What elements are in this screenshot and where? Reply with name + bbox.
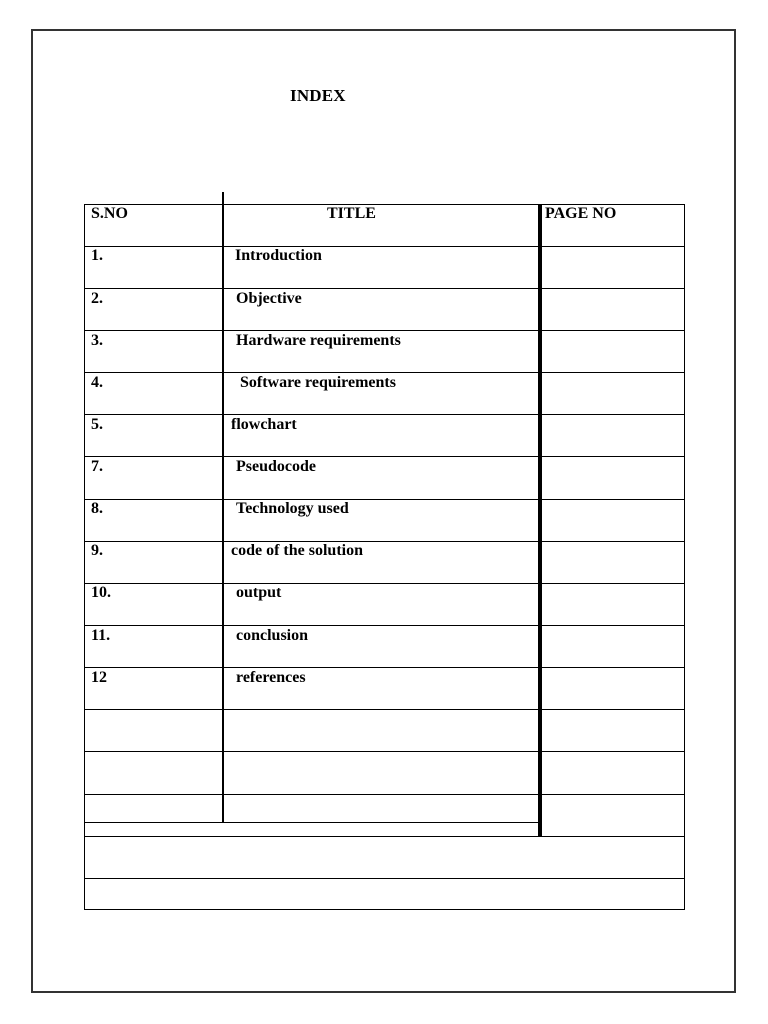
row-title: Technology used xyxy=(236,500,349,517)
row-title: Introduction xyxy=(235,247,322,264)
row-sno: 11. xyxy=(91,627,111,644)
row-divider xyxy=(84,751,685,752)
table-frame xyxy=(84,204,685,910)
row-title: flowchart xyxy=(231,416,297,433)
row-title: Software requirements xyxy=(240,374,396,391)
row-divider xyxy=(84,583,685,584)
row-divider xyxy=(84,878,685,879)
row-sno: 8. xyxy=(91,500,103,517)
row-title: conclusion xyxy=(236,627,309,644)
row-sno: 1. xyxy=(91,247,103,264)
header-page-no: PAGE NO xyxy=(545,205,617,222)
row-title: Hardware requirements xyxy=(236,332,401,349)
header-title: TITLE xyxy=(327,205,376,222)
page-title: INDEX xyxy=(290,86,346,105)
column-divider-sno xyxy=(222,192,224,823)
row-divider xyxy=(84,330,685,331)
column-divider-page xyxy=(538,204,542,836)
row-title: output xyxy=(236,584,282,601)
row-divider xyxy=(84,836,685,837)
row-divider xyxy=(84,709,685,710)
row-title: Pseudocode xyxy=(236,458,316,475)
row-title: code of the solution xyxy=(231,542,363,559)
row-divider xyxy=(84,456,685,457)
header-sno: S.NO xyxy=(91,205,128,222)
row-sno: 5. xyxy=(91,416,103,433)
row-sno: 2. xyxy=(91,290,103,307)
row-divider xyxy=(84,541,685,542)
row-title: Objective xyxy=(236,290,302,307)
row-divider xyxy=(84,246,685,247)
row-divider xyxy=(84,499,685,500)
row-divider xyxy=(84,667,685,668)
row-sno: 12 xyxy=(91,669,107,686)
row-title: references xyxy=(236,669,306,686)
row-sno: 7. xyxy=(91,458,103,475)
row-divider xyxy=(84,822,540,823)
row-sno: 10. xyxy=(91,584,111,601)
row-divider xyxy=(84,414,685,415)
row-divider xyxy=(84,288,685,289)
row-sno: 3. xyxy=(91,332,103,349)
row-sno: 4. xyxy=(91,374,103,391)
row-divider xyxy=(84,794,685,795)
row-divider xyxy=(84,625,685,626)
row-sno: 9. xyxy=(91,542,103,559)
row-divider xyxy=(84,372,685,373)
